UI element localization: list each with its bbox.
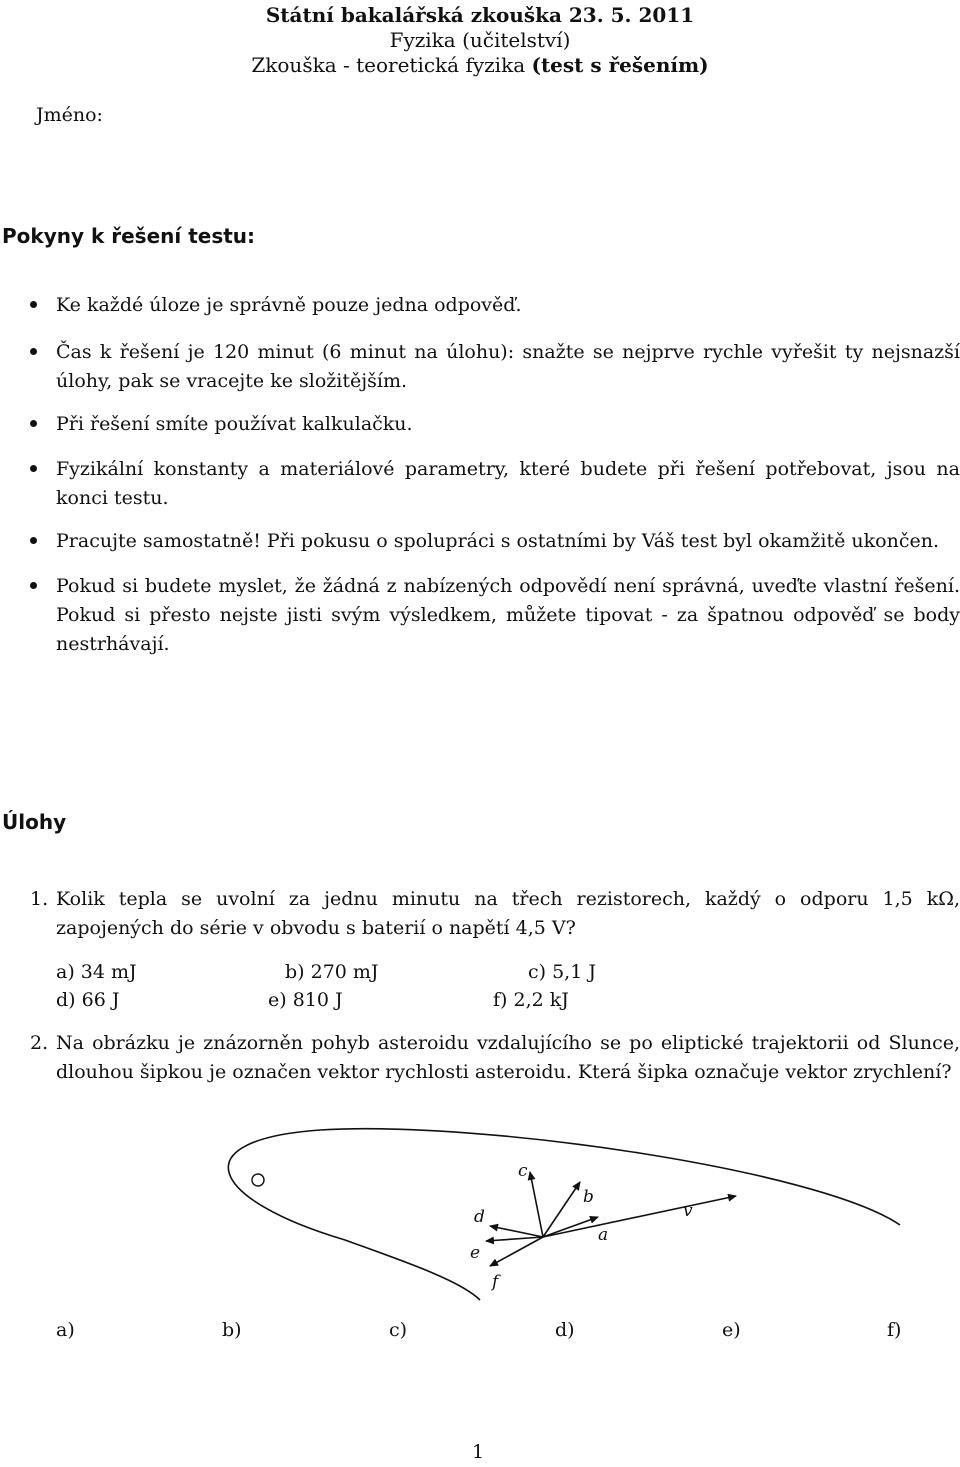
instructions-heading: Pokyny k řešení testu: — [2, 224, 256, 248]
bullet — [30, 348, 40, 358]
label-v: v — [683, 1201, 693, 1221]
vector-c — [530, 1172, 543, 1237]
answer-option: d) — [555, 1319, 575, 1341]
label-d: d — [474, 1207, 485, 1227]
vector-b — [543, 1182, 580, 1237]
answer-option: d) 66 J — [56, 989, 120, 1011]
exam-subtitle: Fyzika (učitelství) — [389, 28, 571, 52]
vector-d — [490, 1226, 543, 1237]
bullet — [30, 301, 40, 311]
question-text: Na obrázku je znázorněn pohyb asteroidu vzdalujícího se po eliptické trajektorii od Slunce, dlouhou šipkou je označen vektor rychlosti asteroidu. Která šipka označuje vektor zrychlení? — [56, 1032, 960, 1083]
question-number: 2. — [30, 1032, 49, 1054]
instruction-item: Pracujte samostatně! Při pokusu o spolupráci s ostatními by Váš test byl okamžitě ukončen. — [56, 530, 940, 552]
instruction-item: Pokud si budete myslet, že žádná z nabízených odpovědí není správná, uveďte vlastní řešení. Pokud si přesto nejste jisti svým výsledkem, můžete tipovat - za špatnou odpověď se body nestrhávají. — [56, 575, 960, 655]
instruction-item: Fyzikální konstanty a materiálové parametry, které budete při řešení potřebovat, jsou na konci testu. — [56, 458, 960, 509]
answer-option: b) — [222, 1319, 242, 1341]
answer-option: f) — [887, 1319, 902, 1341]
answer-option: e) 810 J — [268, 989, 343, 1011]
exam-title: Státní bakalářská zkouška 23. 5. 2011 — [265, 3, 695, 27]
bullet — [30, 537, 40, 547]
vector-e — [486, 1237, 543, 1241]
label-e: e — [470, 1243, 481, 1263]
page-number: 1 — [472, 1441, 485, 1463]
exam-type — [0, 52, 960, 78]
answer-option: f) 2,2 kJ — [493, 989, 569, 1011]
name-label: Jméno: — [36, 104, 103, 126]
instruction-item: Při řešení smíte používat kalkulačku. — [56, 413, 413, 435]
exam-type-prefix: Zkouška - teoretická fyzika — [251, 53, 532, 77]
label-c: c — [518, 1161, 528, 1181]
answer-option: b) 270 mJ — [285, 961, 379, 983]
instruction-item: Čas k řešení je 120 minut (6 minut na úlohu): snažte se nejprve rychle vyřešit ty nejsnazší úlohy, pak se vracejte ke složitějším. — [56, 341, 960, 392]
vector-f — [490, 1237, 543, 1266]
label-b: b — [583, 1187, 594, 1207]
answer-option: c) 5,1 J — [528, 961, 596, 983]
bullet — [30, 420, 40, 430]
bullet — [30, 582, 40, 592]
sun-icon — [252, 1174, 264, 1186]
question-number: 1. — [30, 888, 49, 910]
exam-type-suffix: (test s řešením) — [531, 53, 709, 77]
bullet — [30, 465, 40, 475]
label-f: f — [492, 1272, 499, 1292]
velocity-vector — [543, 1196, 736, 1237]
answer-option: a) — [56, 1319, 75, 1341]
asteroid-figure — [0, 1110, 960, 1310]
elliptical-orbit — [228, 1129, 900, 1300]
label-a: a — [598, 1225, 609, 1245]
answer-option: a) 34 mJ — [56, 961, 137, 983]
instruction-item: Ke každé úloze je správně pouze jedna odpověď. — [56, 294, 522, 316]
question-text: Kolik tepla se uvolní za jednu minutu na třech rezistorech, každý o odporu 1,5 kΩ, zapojených do série v obvodu s baterií o napětí 4,5 V? — [56, 888, 960, 939]
answer-option: e) — [722, 1319, 741, 1341]
tasks-heading: Úlohy — [2, 810, 67, 834]
answer-option: c) — [389, 1319, 408, 1341]
